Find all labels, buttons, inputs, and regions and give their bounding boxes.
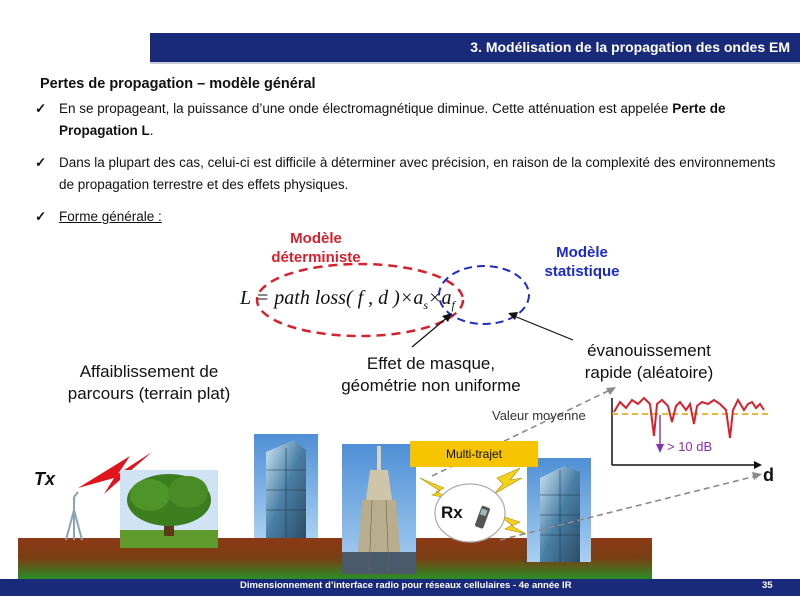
fading-curve (614, 398, 764, 438)
statistic-label (522, 243, 642, 281)
bullet-2-text: Dans la plupart des cas, celui-ci est difficile à déterminer avec précision, en raison de la complexité des environnements de propagation terrestre et des effets physiques. (59, 155, 776, 192)
deterministic-label-l1: Modèle (290, 230, 342, 247)
fading-graph (612, 398, 768, 469)
tree-picture (120, 470, 218, 548)
header-title: 3. Modélisation de la propagation des ondes EM (470, 39, 790, 55)
formula-times: × (399, 287, 414, 309)
skyscraper-picture (342, 444, 416, 574)
bullet-3-text: Forme générale : (59, 209, 162, 224)
fade-link-arrowhead (752, 472, 762, 480)
bullet-1-main: En se propageant, la puissance d’une onde électromagnétique diminue. Cette atténuation est appelée (59, 101, 673, 116)
check-icon: ✓ (35, 155, 47, 170)
deterministic-label (258, 229, 374, 267)
check-icon: ✓ (35, 209, 47, 224)
footer-bar (0, 579, 800, 596)
bullet-1-end: . (149, 123, 154, 138)
shadowing-label (318, 353, 544, 397)
path-loss-label-l2: parcours (terrain plat) (67, 384, 231, 403)
rx-label: Rx (441, 503, 463, 522)
lightning-icon (494, 468, 522, 494)
deterministic-label-l2: déterministe (271, 249, 361, 266)
formula-times: × (428, 287, 442, 309)
footer-text: Dimensionnement d’interface radio pour réseaux cellulaires - 4e année IR (240, 580, 572, 591)
fade-arrow (514, 316, 573, 340)
formula-af-sub: f (451, 298, 455, 312)
propagation-formula (240, 287, 455, 313)
statistic-label-l1: Modèle (556, 244, 608, 261)
check-icon: ✓ (35, 101, 47, 116)
tx-label: Tx (34, 469, 56, 489)
bullet-1-bold: Perte de Propagation L (59, 101, 726, 138)
fade-depth-label: > 10 dB (667, 439, 713, 454)
formula-af: a (441, 287, 452, 309)
fast-fading-label-l2: rapide (aléatoire) (584, 363, 714, 382)
building-picture (254, 434, 318, 538)
mask-arrow (412, 316, 449, 347)
shadowing-label-l1: Effet de masque, (366, 354, 496, 373)
path-loss-label (44, 361, 254, 405)
page-number: 35 (762, 580, 773, 591)
path-loss-label-l1: Affaiblissement de (79, 362, 219, 381)
statistic-label-l2: statistique (544, 263, 620, 280)
antenna-icon (66, 492, 82, 540)
formula-path-loss: path loss( f , d ) (274, 287, 400, 309)
office-building-picture (527, 458, 591, 562)
formula-L: L (240, 287, 251, 309)
formula-as-sub: s (423, 298, 428, 312)
fast-fading-label (558, 340, 740, 384)
formula-as: a (413, 287, 424, 309)
formula-equals: = (250, 287, 275, 309)
multipath-label: Multi-trajet (410, 441, 538, 467)
section-title: Pertes de propagation – modèle général (40, 76, 316, 92)
shadowing-label-l2: géométrie non uniforme (341, 376, 521, 395)
mean-value-label: Valeur moyenne (492, 408, 586, 423)
fast-fading-label-l1: évanouissement (587, 341, 711, 360)
distance-axis-label: d (763, 465, 774, 485)
